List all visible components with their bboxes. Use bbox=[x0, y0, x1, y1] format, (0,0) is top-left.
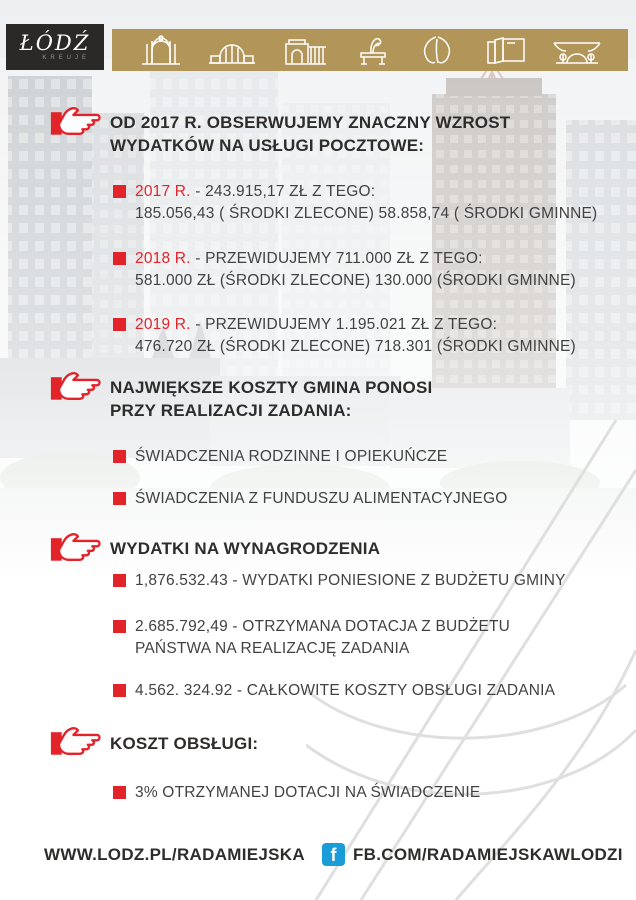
bullet-text: 1,876.532.43 - WYDATKI PONIESIONE Z BUDŻETU GMINY bbox=[135, 572, 566, 589]
bullet-square-icon bbox=[113, 574, 126, 587]
list-item bbox=[113, 314, 576, 358]
heading-line: WYDATKI NA WYNAGRODZENIA bbox=[110, 539, 381, 558]
bullet-text: ŚWIADCZENIA Z FUNDUSZU ALIMENTACYJNEGO bbox=[135, 490, 508, 507]
section-heading bbox=[110, 376, 432, 422]
section-heading bbox=[110, 537, 380, 560]
bullet-text-line2: PAŃSTWA NA REALIZACJĘ ZADANIA bbox=[135, 640, 410, 657]
palace-icon bbox=[281, 34, 329, 66]
list-item bbox=[113, 570, 566, 592]
bullet-square-icon bbox=[113, 684, 126, 697]
bullet-text: 2.685.792,49 - OTRZYMANA DOTACJA Z BUDŻETU bbox=[135, 618, 511, 635]
heading-line: OD 2017 R. OBSERWUJEMY ZNACZNY WZROST bbox=[110, 113, 511, 132]
website-url: WWW.LODZ.PL/RADAMIEJSKA bbox=[44, 845, 305, 864]
lodz-logo-text: ŁÓDŹ bbox=[19, 31, 91, 55]
year-label: 2017 R. bbox=[135, 183, 191, 200]
section-heading bbox=[110, 111, 510, 157]
bullet-text-line2: 581.000 ZŁ (ŚRODKI ZLECONE) 130.000 (ŚRODKI GMINNE) bbox=[135, 272, 576, 289]
pointing-hand-icon bbox=[50, 724, 104, 762]
year-label: 2019 R. bbox=[135, 316, 191, 333]
piano-monument-icon bbox=[353, 33, 393, 67]
landmark-icons-bar bbox=[112, 29, 628, 71]
viaduct-icon bbox=[552, 34, 602, 66]
pointing-hand-icon bbox=[50, 104, 104, 142]
pointing-hand-icon bbox=[50, 369, 104, 407]
bullet-square-icon bbox=[113, 318, 126, 331]
bullet-text-line2: 185.056,43 ( ŚRODKI ZLECONE) 58.858,74 ( ŚRODKI GMINNE) bbox=[135, 205, 598, 222]
year-label: 2018 R. bbox=[135, 250, 191, 267]
bullet-text: 4.562. 324.92 - CAŁKOWITE KOSZTY OBSŁUGI ZADANIA bbox=[135, 682, 556, 699]
pointing-hand-icon bbox=[50, 530, 104, 568]
list-item bbox=[113, 680, 555, 702]
list-item bbox=[113, 446, 447, 468]
market-hall-icon bbox=[208, 34, 256, 66]
leaf-monument-icon bbox=[417, 33, 457, 67]
bullet-text: - 243.915,17 ZŁ Z TEGO: bbox=[190, 183, 376, 200]
bullet-text: - PRZEWIDUJEMY 1.195.021 ZŁ Z TEGO: bbox=[190, 316, 498, 333]
list-item bbox=[113, 488, 507, 510]
bullet-square-icon bbox=[113, 450, 126, 463]
bullet-square-icon bbox=[113, 492, 126, 505]
list-item bbox=[113, 782, 480, 804]
heading-line: WYDATKÓW NA USŁUGI POCZTOWE: bbox=[110, 136, 425, 155]
facebook-f-glyph: f bbox=[330, 845, 337, 865]
lodz-logo bbox=[6, 24, 104, 70]
library-books-icon bbox=[482, 34, 528, 66]
list-item bbox=[113, 181, 597, 225]
facebook-url: FB.COM/RADAMIEJSKAWLODZI bbox=[353, 845, 623, 864]
list-item bbox=[113, 248, 576, 292]
bullet-text: ŚWIADCZENIA RODZINNE I OPIEKUŃCZE bbox=[135, 448, 448, 465]
bullet-text: 3% OTRZYMANEJ DOTACJI NA ŚWIADCZENIE bbox=[135, 784, 481, 801]
city-gate-icon bbox=[138, 34, 184, 66]
bullet-text-line2: 476.720 ZŁ (ŚRODKI ZLECONE) 718.301 (ŚRODKI GMINNE) bbox=[135, 338, 576, 355]
facebook-icon bbox=[322, 843, 345, 866]
list-item bbox=[113, 616, 510, 660]
section-heading bbox=[110, 732, 258, 755]
bullet-square-icon bbox=[113, 185, 126, 198]
heading-line: KOSZT OBSŁUGI: bbox=[110, 734, 259, 753]
lodz-logo-subtext: KREUJE bbox=[42, 55, 90, 61]
heading-line: NAJWIĘKSZE KOSZTY GMINA PONOSI bbox=[110, 378, 433, 397]
bullet-square-icon bbox=[113, 620, 126, 633]
bullet-text: - PRZEWIDUJEMY 711.000 ZŁ Z TEGO: bbox=[190, 250, 483, 267]
bullet-square-icon bbox=[113, 252, 126, 265]
heading-line: PRZY REALIZACJI ZADANIA: bbox=[110, 401, 352, 420]
bullet-square-icon bbox=[113, 786, 126, 799]
